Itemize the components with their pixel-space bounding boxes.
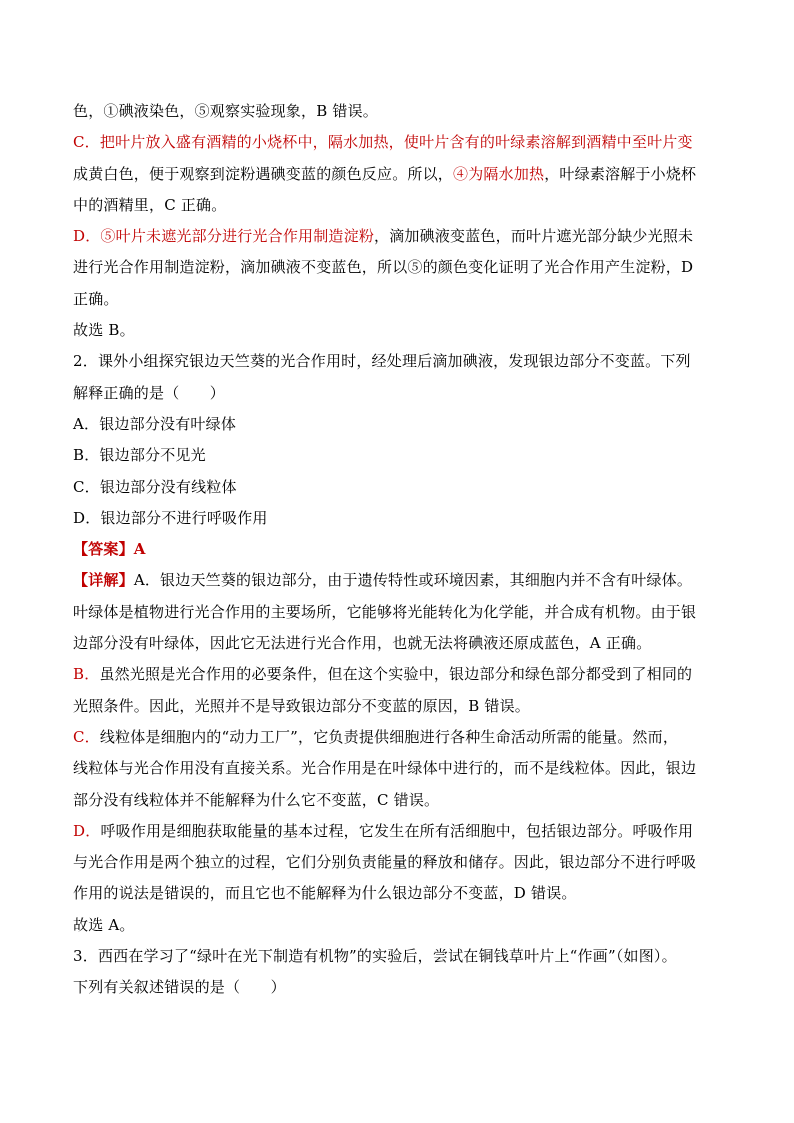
text-line [73,753,753,784]
text-line [73,691,753,722]
text-segment: 叶绿体是植物进行光合作用的主要场所，它能够将光能转化为化学能，并合成有机物。由于银 [73,602,697,621]
text-line [73,284,753,315]
text-line [73,597,753,628]
text-line [73,785,753,816]
text-segment: 3．西西在学习了“绿叶在光下制造有机物”的实验后，尝试在铜钱草叶片上“作画”（如图）。 [73,947,677,966]
text-segment: ，滴加碘液变蓝色，而叶片遮光部分缺少光照未 [374,227,694,246]
text-segment: A．银边部分没有叶绿体 [73,414,237,433]
text-segment: C．银边部分没有线粒体 [73,477,237,496]
text-segment: 线粒体是细胞内的“动力工厂”，它负责提供细胞进行各种生命活动所需的能量。然而， [99,727,679,746]
text-line [73,972,753,1003]
text-line [73,534,753,565]
text-segment: 虽然光照是光合作用的必要条件，但在这个实验中，银边部分和绿色部分都受到了相同的 [99,665,693,684]
text-segment: 进行光合作用制造淀粉，滴加碘液不变蓝色，所以⑤的颜色变化证明了光合作用产生淀粉，D [73,258,694,277]
text-line [73,190,753,221]
text-segment: 正确。 [73,289,119,308]
text-line [73,252,753,283]
text-line [73,346,753,377]
text-segment: C．把叶片放入盛有酒精的小烧杯中，隔水加热，使叶片含有的叶绿素溶解到酒精中至叶片变 [73,133,693,152]
text-line [73,440,753,471]
text-line [73,816,753,847]
text-line [73,409,753,440]
text-segment: D．⑤叶片未遮光部分进行光合作用制造淀粉 [73,227,375,246]
text-segment: B． [73,665,100,684]
text-line [73,127,753,158]
text-segment: 呼吸作用是细胞获取能量的基本过程，它发生在所有活细胞中，包括银边部分。呼吸作用 [100,821,694,840]
text-line [73,378,753,409]
text-line [73,941,753,972]
text-segment: 线粒体与光合作用没有直接关系。光合作用是在叶绿体中进行的，而不是线粒体。因此，银边 [73,759,697,778]
text-segment: A．银边天竺葵的银边部分，由于遗传特性或环境因素，其细胞内并不含有叶绿体。 [133,571,693,590]
text-segment: B．银边部分不见光 [73,446,206,465]
text-line [73,878,753,909]
text-line [73,910,753,941]
text-line [73,565,753,596]
text-segment: 成黄白色，便于观察到淀粉遇碘变蓝的颜色反应。所以， [73,164,454,183]
text-segment: 2．课外小组探究银边天竺葵的光合作用时，经处理后滴加碘液，发现银边部分不变蓝。下列 [73,352,691,371]
text-segment: 故选 B。 [73,321,135,340]
text-segment: 中的酒精里，C 正确。 [73,195,227,214]
text-segment: 边部分没有叶绿体，因此它无法进行光合作用，也就无法将碘液还原成蓝色，A 正确。 [73,634,652,653]
text-line [73,659,753,690]
text-segment: C． [73,727,100,746]
text-line [73,722,753,753]
text-line [73,315,753,346]
text-line [73,628,753,659]
text-segment: D． [73,821,101,840]
text-segment: ，叶绿素溶解于小烧杯 [544,164,697,183]
text-segment: 与光合作用是两个独立的过程，它们分别负责能量的释放和储存。因此，银边部分不进行呼吸 [73,853,697,872]
text-segment: ④为隔水加热 [453,164,545,183]
text-segment: 【答案】A [73,540,146,559]
text-line [73,503,753,534]
text-segment: 作用的说法是错误的，而且它也不能解释为什么银边部分不变蓝，D 错误。 [73,884,577,903]
text-segment: 故选 A。 [73,915,135,934]
document-page [73,96,753,1004]
text-segment: 【详解】 [73,571,134,590]
text-line [73,159,753,190]
text-segment: 下列有关叙述错误的是（ ） [73,978,286,997]
text-line [73,472,753,503]
text-segment: 色，①碘液染色，⑤观察实验现象，B 错误。 [73,102,378,120]
text-segment: 部分没有线粒体并不能解释为什么它不变蓝，C 错误。 [73,790,440,809]
text-line [73,96,753,127]
text-segment: 光照条件。因此，光照并不是导致银边部分不变蓝的原因，B 错误。 [73,696,530,715]
text-segment: 解释正确的是（ ） [73,383,226,402]
text-segment: D．银边部分不进行呼吸作用 [73,508,268,527]
text-line [73,221,753,252]
text-line [73,847,753,878]
